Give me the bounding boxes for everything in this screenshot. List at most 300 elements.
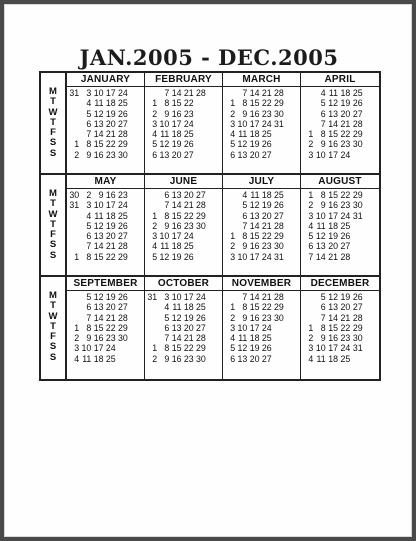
date-cell: 29 (196, 210, 206, 221)
date-cell: 25 (274, 190, 284, 200)
date-cell: 7 (242, 292, 248, 302)
date-cell: 10 (159, 118, 170, 129)
date-cell: 8 (242, 98, 248, 109)
date-cell: 11 (94, 98, 104, 109)
date-cell: 28 (352, 312, 363, 323)
date-cell (285, 129, 297, 139)
month-dates (223, 87, 300, 160)
date-cell: 29 (118, 139, 128, 150)
date-cell: 1 (308, 322, 314, 333)
date-cell (129, 333, 141, 343)
weekday-label: W (48, 106, 58, 118)
month-dates (223, 291, 300, 364)
date-cell (364, 252, 376, 262)
date-cell: 11 (172, 302, 182, 313)
date-cell (273, 333, 285, 343)
date-cell (302, 119, 314, 129)
date-cell: 9 (164, 353, 170, 364)
weekday-label: T (50, 116, 56, 128)
date-cell (285, 88, 297, 98)
date-cell: 21 (183, 200, 194, 211)
date-cell (273, 323, 285, 333)
date-cell (68, 313, 80, 323)
date-cell: 11 (328, 88, 338, 98)
date-cell: 5 (320, 98, 326, 109)
date-cell: 12 (328, 98, 338, 109)
date-cell: 9 (242, 241, 248, 252)
date-cell (285, 109, 297, 119)
date-cell: 2 (308, 200, 314, 211)
date-cell (207, 302, 219, 312)
date-cell: 15 (328, 190, 338, 200)
date-cell: 27 (183, 149, 194, 160)
date-cell (302, 292, 314, 302)
date-cell (68, 109, 80, 119)
date-cell: 9 (86, 149, 92, 160)
date-cell: 18 (105, 98, 116, 109)
date-cell (285, 211, 297, 221)
date-cell: 31 (274, 118, 284, 129)
month-block (223, 175, 301, 277)
date-cell (129, 150, 141, 160)
date-cell: 3 (308, 149, 314, 160)
date-cell (285, 252, 297, 262)
date-cell (129, 292, 141, 302)
date-cell: 31 (147, 292, 158, 302)
date-cell (273, 150, 285, 160)
date-cell: 20 (183, 190, 194, 200)
date-cell: 24 (340, 210, 351, 221)
date-cell: 22 (183, 343, 194, 354)
weekday-label: T (50, 218, 56, 230)
date-cell: 30 (274, 312, 284, 323)
date-cell: 25 (261, 333, 272, 344)
weekday-label: W (48, 310, 58, 322)
month-dates (223, 189, 300, 262)
date-cell: 3 (230, 118, 236, 129)
date-cell: 28 (340, 251, 351, 262)
date-cell: 30 (69, 190, 80, 200)
date-cell: 21 (340, 312, 351, 323)
date-cell: 22 (105, 251, 116, 262)
date-cell: 20 (328, 241, 338, 252)
date-cell: 1 (74, 322, 80, 333)
date-cell (129, 343, 141, 353)
date-cell: 18 (93, 353, 104, 364)
weekday-label: T (50, 300, 56, 312)
date-cell (285, 150, 297, 160)
date-cell (129, 88, 141, 98)
date-cell: 1 (152, 98, 158, 109)
date-cell: 12 (237, 139, 248, 150)
date-cell: 26 (261, 343, 272, 354)
date-cell: 16 (171, 353, 182, 364)
date-cell: 3 (164, 292, 170, 302)
date-cell (207, 292, 219, 302)
date-cell: 30 (118, 149, 128, 160)
date-cell: 2 (308, 139, 314, 150)
date-cell: 4 (308, 353, 314, 364)
month-block (145, 277, 223, 379)
date-cell: 12 (328, 292, 338, 302)
date-cell (129, 313, 141, 323)
date-cell (129, 190, 141, 200)
date-cell (195, 109, 207, 119)
date-cell (207, 354, 219, 364)
date-cell: 13 (171, 322, 182, 333)
date-cell (364, 302, 376, 312)
date-cell: 23 (105, 149, 116, 160)
date-cell (364, 119, 376, 129)
date-cell: 12 (159, 251, 170, 262)
date-cell: 11 (250, 190, 260, 200)
date-cell (273, 129, 285, 139)
date-cell: 24 (261, 322, 272, 333)
month-dates (67, 87, 144, 160)
date-cell: 10 (315, 210, 326, 221)
date-cell: 11 (316, 353, 326, 364)
date-cell: 16 (93, 333, 104, 344)
date-cell (146, 302, 158, 312)
month-name: DECEMBER (301, 277, 379, 291)
date-cell: 10 (315, 343, 326, 354)
date-cell: 25 (183, 241, 194, 252)
date-cell: 24 (340, 149, 351, 160)
month-dates (301, 189, 379, 262)
date-cell: 19 (105, 220, 116, 231)
date-cell: 20 (171, 149, 182, 160)
date-cell: 1 (308, 129, 314, 140)
date-cell: 12 (237, 343, 248, 354)
date-cell: 19 (340, 98, 351, 109)
weekday-label: S (49, 147, 57, 159)
date-cell: 29 (352, 322, 363, 333)
date-cell: 5 (152, 251, 158, 262)
date-cell: 18 (340, 88, 351, 98)
date-cell: 8 (164, 343, 170, 354)
date-cell: 22 (340, 322, 351, 333)
date-cell: 1 (152, 343, 158, 354)
date-cell (364, 333, 376, 343)
date-cell (129, 139, 141, 149)
date-cell (285, 354, 297, 364)
date-cell: 23 (261, 108, 272, 119)
date-cell: 23 (183, 108, 194, 119)
date-cell: 5 (164, 312, 170, 323)
date-cell (364, 343, 376, 353)
month-name: OCTOBER (145, 277, 222, 291)
date-cell (207, 323, 219, 333)
date-cell (146, 313, 158, 323)
weekday-label: M (49, 86, 57, 97)
calendar-card (4, 4, 412, 537)
date-cell: 9 (242, 108, 248, 119)
date-cell: 13 (93, 118, 104, 129)
date-cell (129, 354, 141, 364)
date-cell: 13 (237, 353, 248, 364)
date-cell: 1 (74, 139, 80, 150)
date-cell: 16 (249, 312, 260, 323)
date-cell: 16 (105, 190, 116, 200)
date-cell (68, 231, 80, 241)
date-cell: 2 (152, 108, 158, 119)
date-cell: 22 (340, 129, 351, 140)
date-cell: 29 (118, 251, 128, 262)
date-cell (364, 190, 376, 200)
date-cell: 18 (171, 241, 182, 252)
date-cell: 31 (274, 251, 284, 262)
date-cell: 5 (230, 139, 236, 150)
date-cell (224, 221, 236, 231)
date-cell: 28 (274, 292, 284, 302)
date-cell: 16 (249, 108, 260, 119)
date-cell: 11 (82, 353, 92, 364)
date-cell: 2 (230, 108, 236, 119)
date-cell: 2 (152, 220, 158, 231)
date-cell: 4 (86, 98, 92, 109)
date-cell: 13 (315, 241, 326, 252)
date-cell: 20 (105, 231, 116, 242)
date-cell: 12 (315, 231, 326, 242)
date-cell: 17 (105, 88, 116, 98)
date-cell: 19 (171, 139, 182, 150)
month-dates (301, 87, 379, 160)
date-cell: 13 (237, 149, 248, 160)
date-cell (364, 241, 376, 251)
date-cell: 14 (93, 129, 104, 140)
date-cell (224, 200, 236, 210)
date-cell: 2 (230, 241, 236, 252)
date-cell: 8 (242, 302, 248, 313)
date-cell: 24 (261, 251, 272, 262)
date-cell: 3 (230, 251, 236, 262)
date-cell: 7 (308, 251, 314, 262)
weekday-label: T (50, 96, 56, 108)
date-cell (364, 323, 376, 333)
date-cell: 12 (93, 220, 104, 231)
date-cell: 3 (152, 118, 158, 129)
date-cell: 23 (261, 312, 272, 323)
date-cell (195, 241, 207, 251)
date-cell: 26 (274, 200, 284, 211)
weekday-label: S (49, 351, 57, 363)
date-cell (224, 190, 236, 200)
date-cell: 27 (274, 210, 284, 221)
date-cell (129, 302, 141, 312)
date-cell: 20 (183, 322, 194, 333)
date-cell: 19 (171, 251, 182, 262)
month-block (301, 277, 379, 379)
month-block (67, 73, 145, 175)
weekday-label: M (49, 188, 57, 199)
date-cell (129, 129, 141, 139)
date-cell: 6 (164, 322, 170, 333)
month-name: APRIL (301, 73, 379, 87)
date-cell: 22 (105, 322, 116, 333)
date-cell: 10 (237, 118, 248, 129)
weekday-label: W (48, 208, 58, 220)
date-cell: 23 (105, 333, 116, 344)
date-cell (285, 139, 297, 149)
date-cell (273, 354, 285, 364)
date-cell (146, 190, 158, 200)
date-cell: 19 (249, 139, 260, 150)
date-cell (129, 98, 141, 108)
date-cell: 14 (93, 241, 104, 252)
date-cell: 22 (340, 190, 351, 200)
date-cell: 29 (274, 98, 284, 109)
date-cell: 7 (86, 129, 92, 140)
date-cell: 27 (196, 322, 206, 333)
date-cell: 31 (352, 343, 363, 354)
date-cell: 24 (183, 118, 194, 129)
date-cell: 14 (249, 220, 260, 231)
date-cell: 30 (196, 353, 206, 364)
date-cell: 1 (230, 98, 236, 109)
date-cell (364, 231, 376, 241)
date-cell: 19 (249, 343, 260, 354)
date-cell (129, 252, 141, 262)
date-cell: 15 (249, 231, 260, 242)
date-cell: 23 (340, 139, 351, 150)
date-cell (364, 221, 376, 231)
date-cell: 24 (340, 343, 351, 354)
date-cell: 7 (320, 312, 326, 323)
date-cell: 14 (315, 251, 326, 262)
date-cell (195, 252, 207, 262)
date-cell (224, 88, 236, 98)
date-cell: 1 (230, 302, 236, 313)
date-cell: 26 (352, 98, 363, 109)
date-cell: 5 (242, 200, 248, 211)
date-cell: 15 (93, 139, 104, 150)
date-cell: 15 (328, 129, 338, 140)
date-cell (129, 200, 141, 210)
date-cell: 18 (105, 210, 116, 221)
date-cell (207, 109, 219, 119)
date-cell (207, 139, 219, 149)
date-cell (285, 119, 297, 129)
date-cell: 8 (320, 190, 326, 200)
date-cell (195, 119, 207, 129)
date-cell: 21 (328, 251, 338, 262)
date-cell (129, 241, 141, 251)
date-cell (195, 139, 207, 149)
date-cell: 24 (196, 292, 206, 302)
date-cell (364, 139, 376, 149)
date-cell: 15 (93, 322, 104, 333)
date-cell (207, 343, 219, 353)
date-cell: 9 (164, 108, 170, 119)
date-cell (68, 211, 80, 221)
month-block (67, 277, 145, 379)
date-cell (146, 200, 158, 210)
date-cell: 30 (118, 333, 128, 344)
weekday-label: T (50, 320, 56, 332)
date-cell: 10 (315, 149, 326, 160)
date-cell: 26 (261, 139, 272, 150)
date-cell: 28 (118, 312, 128, 323)
date-cell: 20 (340, 302, 351, 313)
date-cell: 16 (328, 333, 338, 344)
date-cell: 28 (352, 118, 363, 129)
date-cell: 2 (152, 353, 158, 364)
date-cell (195, 129, 207, 139)
date-cell: 23 (340, 200, 351, 211)
date-cell: 6 (86, 302, 92, 313)
date-cell (129, 211, 141, 221)
date-cell: 16 (328, 200, 338, 211)
date-cell (117, 354, 129, 364)
date-cell: 21 (261, 220, 272, 231)
date-cell: 8 (86, 322, 92, 333)
date-cell: 10 (93, 200, 104, 211)
date-cell: 26 (183, 139, 194, 150)
date-cell (68, 98, 80, 108)
date-cell: 6 (230, 353, 236, 364)
date-cell (146, 333, 158, 343)
date-cell: 5 (308, 231, 314, 242)
date-cell: 10 (93, 88, 104, 98)
date-cell (285, 231, 297, 241)
date-cell (129, 119, 141, 129)
date-cell: 11 (238, 129, 248, 140)
date-cell: 6 (308, 241, 314, 252)
date-cell (129, 231, 141, 241)
date-cell (207, 241, 219, 251)
date-cell (195, 150, 207, 160)
weekday-label: T (50, 198, 56, 210)
date-cell (364, 200, 376, 210)
month-name: NOVEMBER (223, 277, 300, 291)
date-cell: 12 (171, 312, 182, 323)
date-cell: 5 (86, 108, 92, 119)
date-cell: 24 (118, 88, 128, 98)
date-cell (364, 354, 376, 364)
date-cell: 12 (93, 292, 104, 302)
date-cell (207, 231, 219, 241)
weekday-label: S (49, 137, 57, 149)
date-cell: 22 (183, 98, 194, 109)
date-cell (351, 150, 363, 160)
month-name: FEBRUARY (145, 73, 222, 87)
date-cell: 5 (152, 139, 158, 150)
date-cell: 27 (261, 149, 272, 160)
date-cell: 7 (164, 88, 170, 98)
date-cell (207, 88, 219, 98)
date-cell: 18 (183, 302, 194, 313)
calendar-title: JAN.2005 - DEC.2005 (79, 45, 339, 70)
month-block (67, 175, 145, 277)
date-cell: 21 (183, 333, 194, 344)
date-cell (207, 221, 219, 231)
date-cell: 7 (164, 200, 170, 211)
date-cell: 25 (352, 88, 363, 98)
date-cell: 5 (86, 292, 92, 302)
date-cell: 31 (352, 210, 363, 221)
date-cell: 9 (86, 333, 92, 344)
date-cell: 8 (242, 231, 248, 242)
date-cell: 7 (242, 220, 248, 231)
month-dates (67, 291, 144, 364)
date-cell: 28 (196, 333, 206, 344)
weekday-label: S (49, 249, 57, 261)
weekday-label: F (50, 229, 56, 241)
date-cell: 15 (93, 251, 104, 262)
date-cell: 26 (118, 292, 128, 302)
date-cell: 30 (274, 241, 284, 252)
date-cell: 22 (261, 98, 272, 109)
